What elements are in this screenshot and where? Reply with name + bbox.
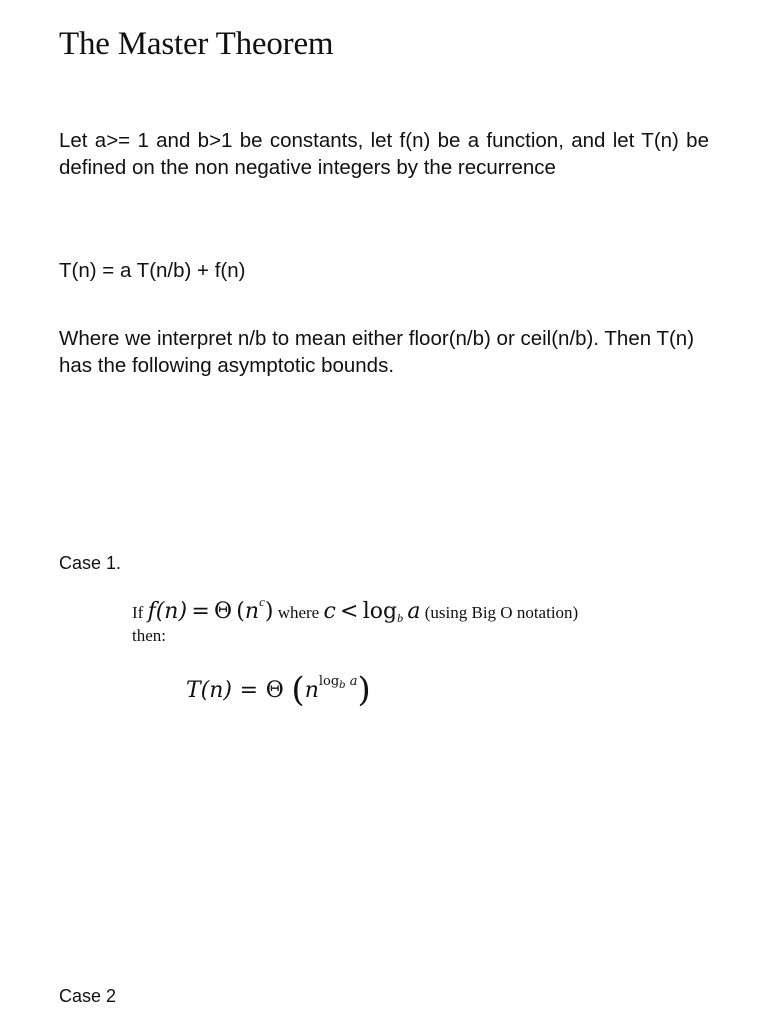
case-1-label: Case 1.: [59, 553, 122, 573]
interpretation-paragraph: Where we interpret n/b to mean either floor(n/b) or ceil(n/b). Then T(n) has the following asymptotic bounds.: [59, 327, 695, 377]
result-open-paren: (: [291, 670, 305, 710]
close-paren: ): [264, 599, 274, 624]
result-exp-base: b: [339, 680, 346, 691]
result-close-paren: ): [357, 670, 371, 710]
recurrence-equation: T(n) = a T(n/b) + f(n): [59, 259, 246, 282]
result-t-of-n: T(n): [186, 678, 233, 703]
less-than-sign: <: [340, 599, 359, 624]
result-equals-sign: =: [239, 678, 259, 703]
log-word: log: [362, 599, 398, 624]
result-theta-symbol: Θ: [265, 678, 284, 703]
if-word: If: [132, 603, 144, 622]
result-exp-log: log: [318, 674, 340, 689]
where-word: where: [277, 603, 320, 622]
c-exponent: c: [259, 594, 265, 609]
equals-sign: =: [191, 599, 210, 624]
a-var: a: [407, 599, 421, 624]
result-n-var: n: [304, 678, 319, 703]
log-base: b: [397, 611, 404, 625]
case-2-label: Case 2: [59, 986, 117, 1006]
case-1-condition: [132, 585, 578, 635]
f-of-n: f(n): [147, 599, 188, 624]
page-title: The Master Theorem: [59, 26, 334, 62]
n-var: n: [244, 599, 260, 624]
then-label: then:: [132, 626, 166, 645]
c-var: c: [323, 599, 336, 624]
case-1-result: [186, 658, 371, 715]
result-exp-a: a: [349, 674, 358, 689]
intro-paragraph: Let a>= 1 and b>1 be constants, let f(n) be a function, and let T(n) be defined on the non negative integers by the recurrence: [59, 129, 709, 179]
theta-symbol: Θ: [214, 599, 233, 624]
open-paren: (: [236, 599, 245, 624]
big-o-note: (using Big O notation): [424, 603, 579, 622]
